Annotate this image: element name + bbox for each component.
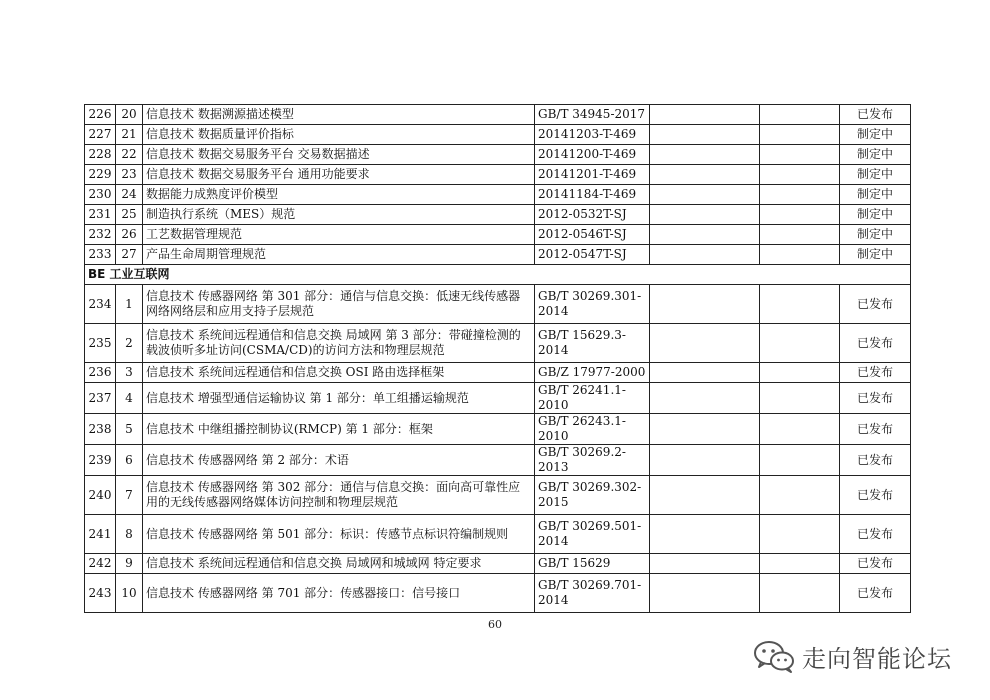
standard-status: 制定中 [840,125,911,145]
standard-status: 已发布 [840,414,911,445]
standard-name: 产品生命周期管理规范 [143,245,535,265]
standard-name: 信息技术 传感器网络 第 2 部分：术语 [143,445,535,476]
row-number: 238 [85,414,116,445]
standard-name: 信息技术 系统间远程通信和信息交换 局域网 第 3 部分：带碰撞检测的载波侦听多址访问(CSMA/CD)的访问方法和物理层规范 [143,324,535,363]
empty-cell [650,445,760,476]
standard-status: 制定中 [840,185,911,205]
standard-code: GB/T 30269.302-2015 [535,476,650,515]
row-number: 236 [85,363,116,383]
table-row [85,445,911,476]
standard-status: 已发布 [840,476,911,515]
table-row [85,145,911,165]
row-number: 232 [85,225,116,245]
empty-cell [760,324,840,363]
empty-cell [650,125,760,145]
standard-status: 已发布 [840,285,911,324]
row-number: 230 [85,185,116,205]
row-index: 8 [116,515,143,554]
standard-status: 已发布 [840,445,911,476]
standard-code: GB/T 15629.3-2014 [535,324,650,363]
row-number: 226 [85,105,116,125]
empty-cell [760,145,840,165]
empty-cell [760,515,840,554]
table-row [85,245,911,265]
table-row [85,476,911,515]
empty-cell [650,185,760,205]
watermark-text: 走向智能论坛 [802,644,952,673]
standard-code: GB/T 26241.1-2010 [535,383,650,414]
standard-name: 信息技术 数据交易服务平台 交易数据描述 [143,145,535,165]
empty-cell [650,165,760,185]
section-title: BE 工业互联网 [85,265,911,285]
row-number: 237 [85,383,116,414]
standard-name: 信息技术 数据质量评价指标 [143,125,535,145]
standard-code: 20141184-T-469 [535,185,650,205]
empty-cell [650,205,760,225]
standard-status: 已发布 [840,383,911,414]
table-row [85,383,911,414]
empty-cell [760,285,840,324]
table-row [85,414,911,445]
row-index: 20 [116,105,143,125]
standard-status: 已发布 [840,574,911,613]
table-row [85,285,911,324]
empty-cell [760,445,840,476]
standard-name: 信息技术 数据交易服务平台 通用功能要求 [143,165,535,185]
empty-cell [650,476,760,515]
empty-cell [760,363,840,383]
standard-name: 信息技术 传感器网络 第 501 部分：标识：传感节点标识符编制规则 [143,515,535,554]
standard-status: 已发布 [840,515,911,554]
empty-cell [650,225,760,245]
table-row [85,125,911,145]
empty-cell [760,414,840,445]
row-number: 234 [85,285,116,324]
empty-cell [760,383,840,414]
empty-cell [650,285,760,324]
standard-code: 2012-0546T-SJ [535,225,650,245]
standard-status: 制定中 [840,245,911,265]
standard-code: GB/T 30269.2-2013 [535,445,650,476]
empty-cell [760,245,840,265]
table-row [85,554,911,574]
row-index: 26 [116,225,143,245]
row-number: 229 [85,165,116,185]
standard-code: GB/T 30269.701-2014 [535,574,650,613]
row-index: 9 [116,554,143,574]
row-number: 228 [85,145,116,165]
standard-code: GB/T 26243.1-2010 [535,414,650,445]
empty-cell [650,574,760,613]
row-index: 27 [116,245,143,265]
standard-name: 信息技术 中继组播控制协议(RMCP) 第 1 部分：框架 [143,414,535,445]
standard-code: 2012-0547T-SJ [535,245,650,265]
standards-table [84,104,911,613]
row-index: 7 [116,476,143,515]
standard-name: 制造执行系统（MES）规范 [143,205,535,225]
standard-code: GB/Z 17977-2000 [535,363,650,383]
empty-cell [650,324,760,363]
row-index: 6 [116,445,143,476]
standard-name: 数据能力成熟度评价模型 [143,185,535,205]
empty-cell [650,383,760,414]
row-index: 2 [116,324,143,363]
standard-status: 已发布 [840,363,911,383]
table-row [85,185,911,205]
row-number: 227 [85,125,116,145]
table-row [85,324,911,363]
standard-name: 信息技术 传感器网络 第 701 部分：传感器接口：信号接口 [143,574,535,613]
standard-status: 制定中 [840,225,911,245]
standard-code: 2012-0532T-SJ [535,205,650,225]
standard-status: 制定中 [840,165,911,185]
empty-cell [650,105,760,125]
row-number: 241 [85,515,116,554]
standard-code: GB/T 15629 [535,554,650,574]
empty-cell [760,574,840,613]
standard-code: GB/T 30269.501-2014 [535,515,650,554]
section-row [85,265,911,285]
standard-name: 信息技术 系统间远程通信和信息交换 OSI 路由选择框架 [143,363,535,383]
standard-status: 已发布 [840,554,911,574]
empty-cell [760,105,840,125]
table-row [85,363,911,383]
row-number: 233 [85,245,116,265]
standard-name: 信息技术 传感器网络 第 302 部分：通信与信息交换：面向高可靠性应用的无线传感器网络媒体访问控制和物理层规范 [143,476,535,515]
row-index: 1 [116,285,143,324]
empty-cell [650,245,760,265]
standard-status: 已发布 [840,324,911,363]
row-number: 243 [85,574,116,613]
standard-code: 20141200-T-469 [535,145,650,165]
row-index: 25 [116,205,143,225]
row-number: 235 [85,324,116,363]
standard-name: 信息技术 系统间远程通信和信息交换 局域网和城域网 特定要求 [143,554,535,574]
row-index: 10 [116,574,143,613]
row-index: 24 [116,185,143,205]
empty-cell [760,554,840,574]
standard-code: 20141203-T-469 [535,125,650,145]
standard-status: 已发布 [840,105,911,125]
row-index: 3 [116,363,143,383]
standard-name: 工艺数据管理规范 [143,225,535,245]
standard-name: 信息技术 数据溯源描述模型 [143,105,535,125]
empty-cell [650,515,760,554]
empty-cell [650,145,760,165]
row-number: 242 [85,554,116,574]
standard-name: 信息技术 传感器网络 第 301 部分：通信与信息交换：低速无线传感器网络网络层和应用支持子层规范 [143,285,535,324]
empty-cell [760,125,840,145]
row-index: 4 [116,383,143,414]
table-row [85,515,911,554]
row-index: 22 [116,145,143,165]
row-number: 240 [85,476,116,515]
table-row [85,225,911,245]
standard-code: 20141201-T-469 [535,165,650,185]
table-row [85,205,911,225]
standard-code: GB/T 30269.301-2014 [535,285,650,324]
standard-status: 制定中 [840,145,911,165]
empty-cell [760,225,840,245]
wechat-icon [752,639,796,673]
empty-cell [760,185,840,205]
standard-name: 信息技术 增强型通信运输协议 第 1 部分：单工组播运输规范 [143,383,535,414]
row-index: 21 [116,125,143,145]
standard-status: 制定中 [840,205,911,225]
watermark [752,636,952,676]
row-number: 239 [85,445,116,476]
row-index: 23 [116,165,143,185]
row-number: 231 [85,205,116,225]
empty-cell [650,554,760,574]
standard-code: GB/T 34945-2017 [535,105,650,125]
empty-cell [650,363,760,383]
table-row [85,165,911,185]
row-index: 5 [116,414,143,445]
empty-cell [760,165,840,185]
table-row [85,105,911,125]
empty-cell [760,476,840,515]
empty-cell [760,205,840,225]
page-number: 60 [488,618,502,631]
table-row [85,574,911,613]
empty-cell [650,414,760,445]
